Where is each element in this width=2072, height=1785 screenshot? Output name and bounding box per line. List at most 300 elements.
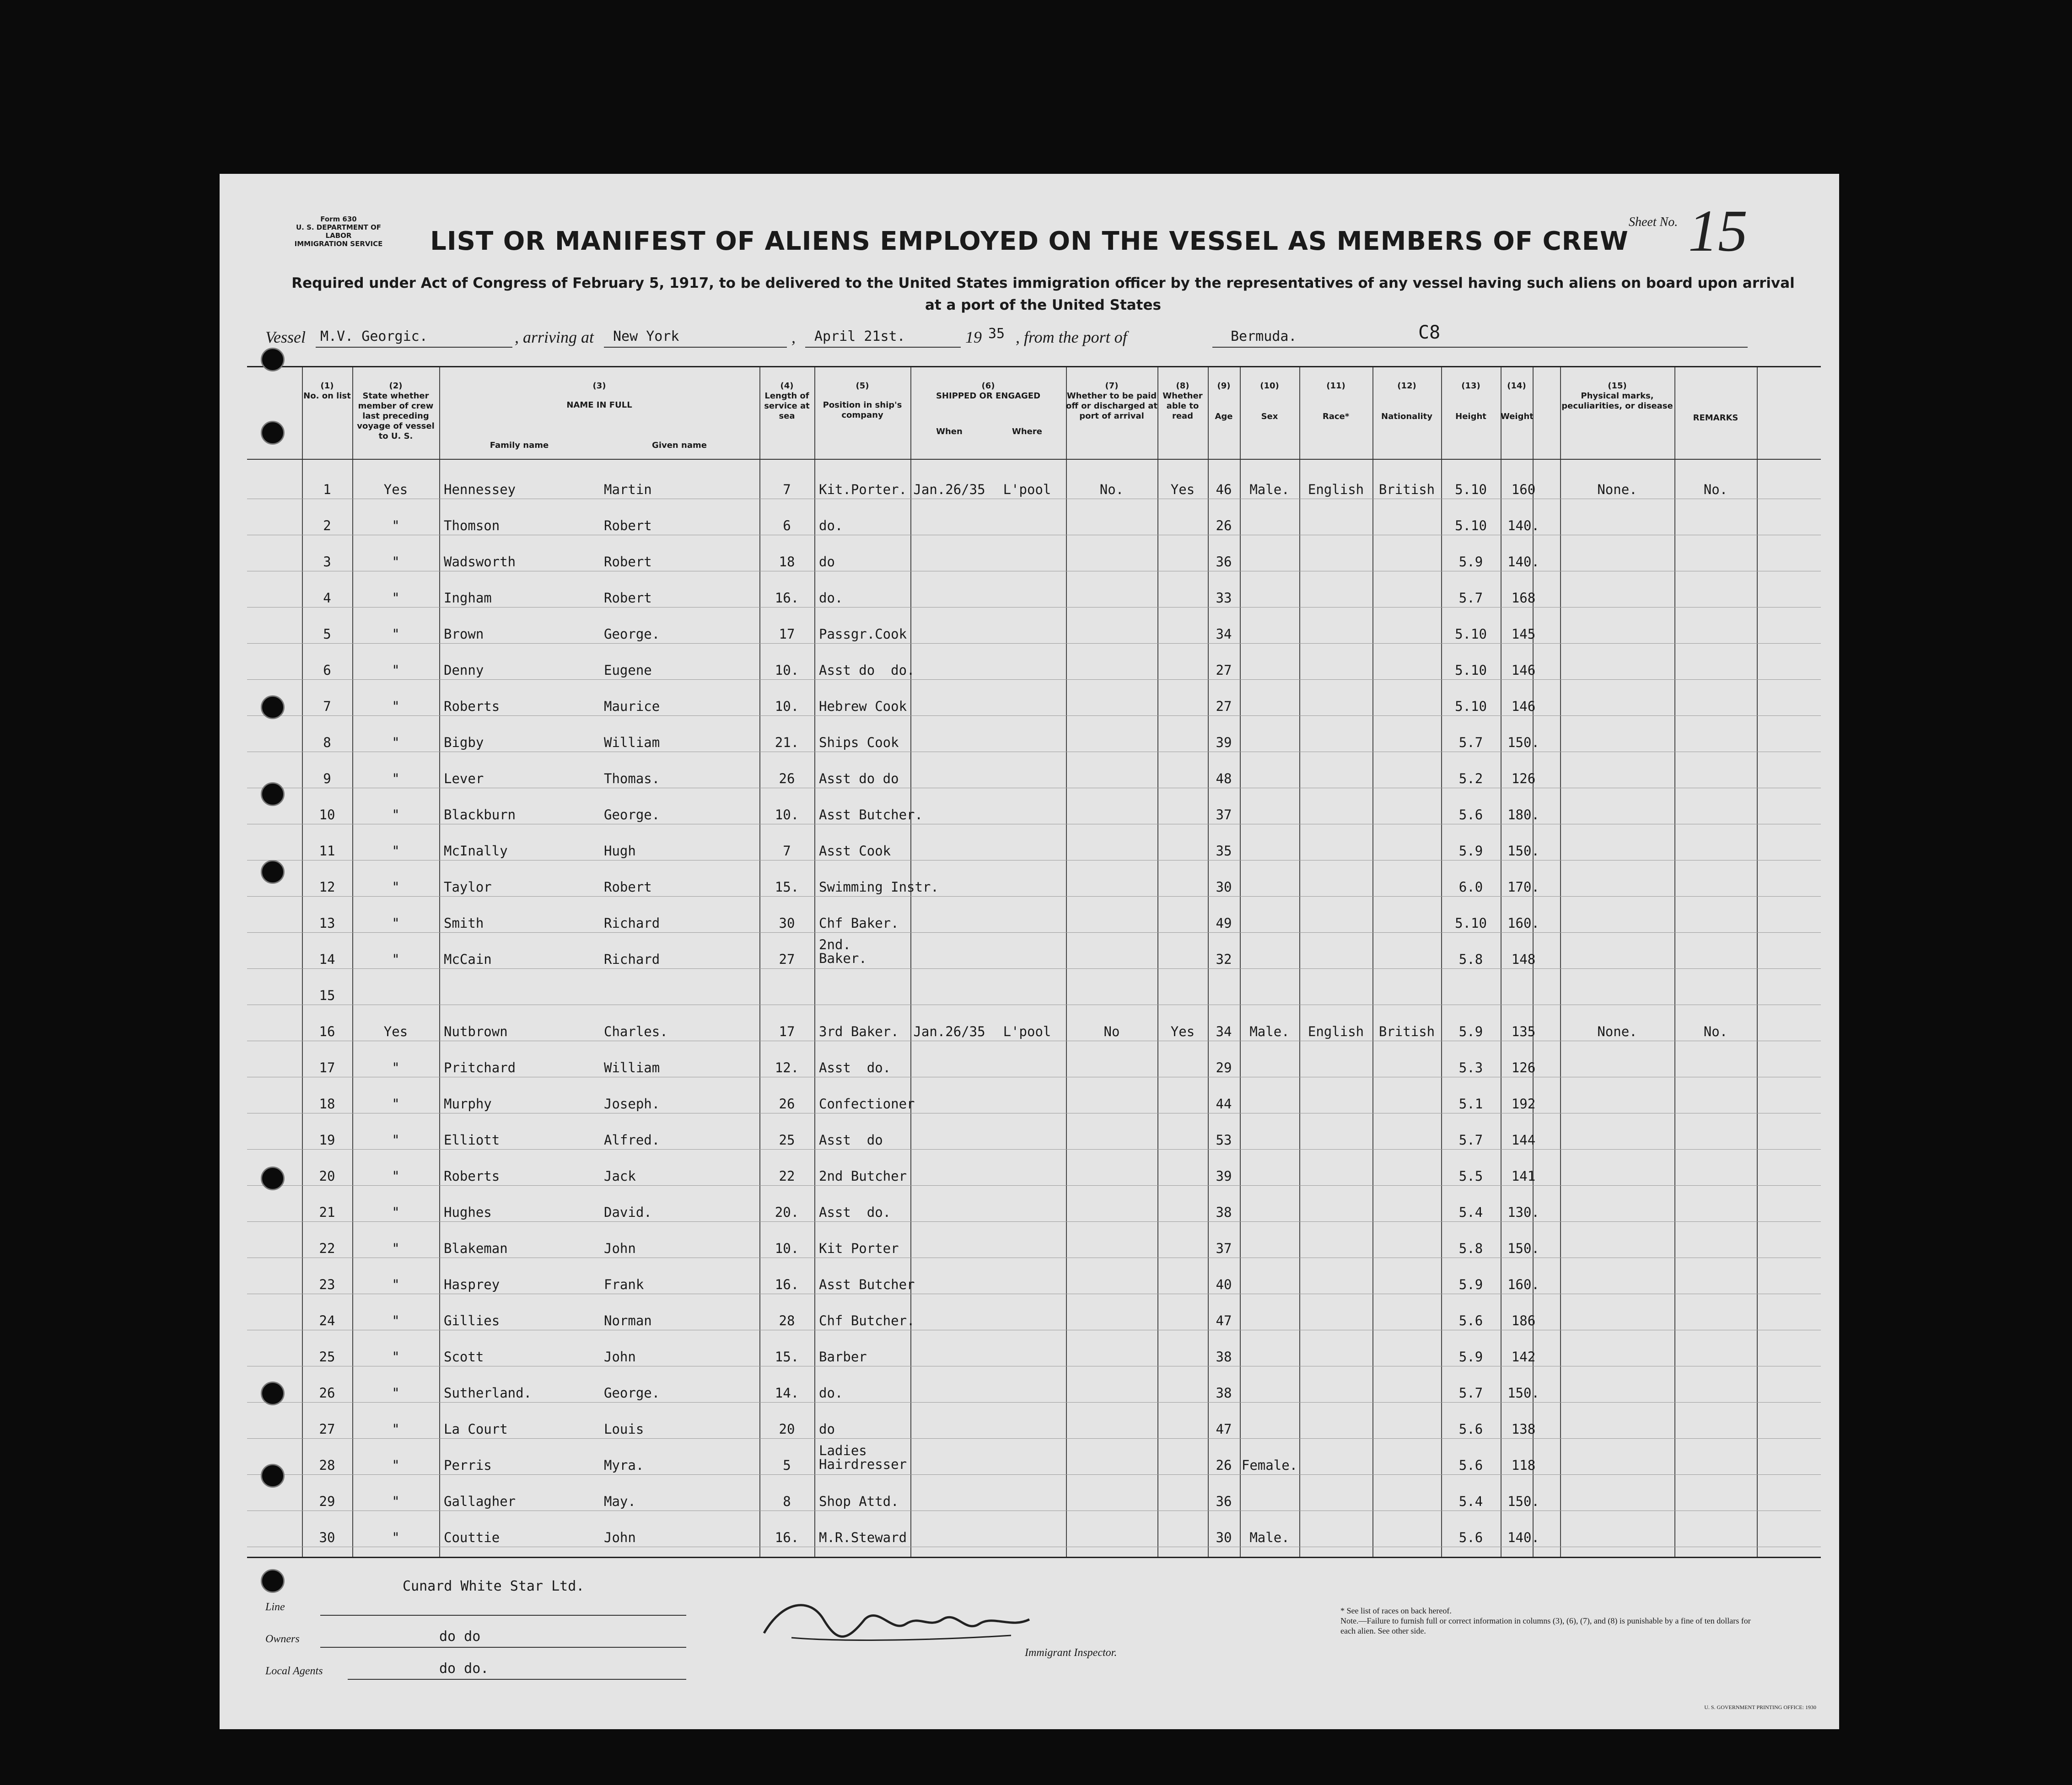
cell-service: 15. bbox=[775, 1349, 799, 1365]
cell-weight: 192 bbox=[1511, 1096, 1536, 1112]
cell-age: 37 bbox=[1216, 807, 1232, 823]
table-row bbox=[247, 572, 1821, 608]
cell-height: 5.8 bbox=[1458, 1241, 1483, 1256]
cell-no: 14 bbox=[319, 952, 335, 967]
cell-race: English bbox=[1308, 1024, 1364, 1039]
header-where: Where bbox=[1012, 427, 1042, 436]
cell-given: John bbox=[604, 1349, 636, 1365]
cell-height: 5.7 bbox=[1458, 1385, 1483, 1401]
cell-height: 5.9 bbox=[1458, 1349, 1483, 1365]
header-weight: (14) Weight bbox=[1501, 381, 1534, 421]
cell-age: 38 bbox=[1216, 1349, 1232, 1365]
cell-paid: No. bbox=[1099, 482, 1124, 497]
cell-given: Robert bbox=[604, 554, 652, 570]
cell-no: 1 bbox=[323, 482, 331, 497]
header-no: (1) No. on list bbox=[303, 381, 351, 401]
cell-position: Barber bbox=[819, 1349, 867, 1365]
table-row bbox=[247, 1042, 1821, 1077]
cell-height: 5.9 bbox=[1458, 843, 1483, 859]
cell-height: 5.10 bbox=[1455, 626, 1487, 642]
cell-family: Lever bbox=[444, 771, 484, 786]
cell-height: 5.3 bbox=[1458, 1060, 1483, 1075]
cell-prev: " bbox=[392, 807, 400, 823]
cell-prev: " bbox=[392, 518, 400, 533]
cell-service: 18 bbox=[779, 554, 795, 570]
cell-service: 8 bbox=[783, 1494, 791, 1509]
table-row bbox=[247, 825, 1821, 860]
table-row bbox=[247, 933, 1821, 969]
header-shipped: (6) SHIPPED OR ENGAGED bbox=[936, 381, 1041, 401]
cell-prev: " bbox=[392, 771, 400, 786]
service-name: IMMIGRATION SERVICE bbox=[294, 240, 383, 248]
cell-height: 5.6 bbox=[1458, 1530, 1483, 1545]
cell-family: Elliott bbox=[444, 1132, 500, 1148]
cell-family: Thomson bbox=[444, 518, 500, 533]
cell-family: Bigby bbox=[444, 735, 484, 750]
cell-given: Alfred. bbox=[604, 1132, 660, 1148]
table-row bbox=[247, 969, 1821, 1005]
cell-prev: " bbox=[392, 843, 400, 859]
local-agents-value: do do. bbox=[439, 1661, 489, 1677]
cell-no: 20 bbox=[319, 1168, 335, 1184]
cell-family: Blakeman bbox=[444, 1241, 508, 1256]
cell-service: 12. bbox=[775, 1060, 799, 1075]
cell-given: Jack bbox=[604, 1168, 636, 1184]
cell-weight: 150. bbox=[1507, 1241, 1539, 1256]
cell-no: 19 bbox=[319, 1132, 335, 1148]
table-row bbox=[247, 608, 1821, 644]
cell-service: 10. bbox=[775, 807, 799, 823]
cell-given: Maurice bbox=[604, 699, 660, 714]
cell-sex: Male. bbox=[1249, 1024, 1290, 1039]
table-row bbox=[247, 536, 1821, 571]
cell-weight: 150. bbox=[1507, 1494, 1539, 1509]
cell-weight: 168 bbox=[1511, 590, 1536, 606]
cell-height: 5.6 bbox=[1458, 1457, 1483, 1473]
cell-service: 26 bbox=[779, 771, 795, 786]
cell-position: Asst do bbox=[819, 1132, 883, 1148]
binder-hole bbox=[261, 421, 285, 445]
cell-weight: 140. bbox=[1507, 1530, 1539, 1545]
footer bbox=[265, 1578, 1775, 1697]
cell-prev: " bbox=[392, 1204, 400, 1220]
cell-position: Confectioner bbox=[819, 1096, 915, 1112]
cell-weight: 150. bbox=[1507, 735, 1539, 750]
cell-weight: 144 bbox=[1511, 1132, 1536, 1148]
from-port: Bermuda. bbox=[1231, 328, 1297, 344]
cell-family: Hughes bbox=[444, 1204, 492, 1220]
cell-service: 7 bbox=[783, 843, 791, 859]
cell-service: 14. bbox=[775, 1385, 799, 1401]
cell-prev: " bbox=[392, 735, 400, 750]
cell-remarks: No. bbox=[1703, 1024, 1728, 1039]
cell-age: 29 bbox=[1216, 1060, 1232, 1075]
cell-prev: " bbox=[392, 699, 400, 714]
header-race: (11) Race* bbox=[1322, 381, 1350, 421]
cell-height: 5.6 bbox=[1458, 1421, 1483, 1437]
cell-height: 5.10 bbox=[1455, 915, 1487, 931]
cell-prev: " bbox=[392, 1349, 400, 1365]
cell-age: 27 bbox=[1216, 699, 1232, 714]
cell-nationality: British bbox=[1378, 1024, 1435, 1039]
cell-weight: 170. bbox=[1507, 879, 1539, 895]
cell-read: Yes bbox=[1170, 482, 1195, 497]
cell-given: Eugene bbox=[604, 662, 652, 678]
table-row bbox=[247, 1150, 1821, 1186]
cell-height: 5.6 bbox=[1458, 807, 1483, 823]
handwritten-note: C8 bbox=[1418, 322, 1441, 343]
cell-weight: 146 bbox=[1511, 662, 1536, 678]
cell-family: Gillies bbox=[444, 1313, 500, 1328]
cell-position: Asst Cook bbox=[819, 843, 891, 859]
cell-family: Scott bbox=[444, 1349, 484, 1365]
cell-prev: " bbox=[392, 626, 400, 642]
header-position: (5) Position in ship's company bbox=[823, 381, 902, 420]
cell-service: 16. bbox=[775, 1277, 799, 1292]
cell-position: Kit Porter bbox=[819, 1241, 899, 1256]
cell-weight: 145 bbox=[1511, 626, 1536, 642]
cell-prev: " bbox=[392, 1530, 400, 1545]
cell-weight: 160 bbox=[1511, 482, 1536, 497]
cell-given: George. bbox=[604, 1385, 660, 1401]
cell-race: English bbox=[1308, 482, 1364, 497]
header-name: (3) NAME IN FULL bbox=[566, 381, 632, 410]
cell-position: Asst do do. bbox=[819, 662, 915, 678]
table-row bbox=[247, 1511, 1821, 1547]
cell-no: 18 bbox=[319, 1096, 335, 1112]
cell-age: 47 bbox=[1216, 1421, 1232, 1437]
header-physical-marks: (15) Physical marks, peculiarities, or disease bbox=[1561, 381, 1673, 411]
cell-weight: 135 bbox=[1511, 1024, 1536, 1039]
binder-hole bbox=[261, 1464, 285, 1488]
cell-given: John bbox=[604, 1241, 636, 1256]
department-name: U. S. DEPARTMENT OF LABOR bbox=[296, 223, 382, 240]
cell-height: 5.4 bbox=[1458, 1204, 1483, 1220]
cell-height: 5.10 bbox=[1455, 518, 1487, 533]
binder-hole bbox=[261, 782, 285, 806]
cell-prev: " bbox=[392, 1277, 400, 1292]
cell-prev: " bbox=[392, 1457, 400, 1473]
cell-weight: 148 bbox=[1511, 952, 1536, 967]
year-suffix: 35 bbox=[988, 326, 1005, 342]
table-row bbox=[247, 1114, 1821, 1150]
cell-prev: " bbox=[392, 1494, 400, 1509]
cell-position: Ships Cook bbox=[819, 735, 899, 750]
cell-given: Charles. bbox=[604, 1024, 668, 1039]
owners-value: do do bbox=[439, 1629, 481, 1645]
cell-sex: Female. bbox=[1241, 1457, 1298, 1473]
cell-height: 5.9 bbox=[1458, 1024, 1483, 1039]
cell-position: do. bbox=[819, 518, 843, 533]
cell-given: David. bbox=[604, 1204, 652, 1220]
cell-family: Hasprey bbox=[444, 1277, 500, 1292]
cell-height: 5.5 bbox=[1458, 1168, 1483, 1184]
races-note: * See list of races on back hereof. bbox=[1340, 1606, 1452, 1615]
cell-sex: Male. bbox=[1249, 1530, 1290, 1545]
manifest-sheet bbox=[220, 174, 1839, 1729]
cell-height: 5.2 bbox=[1458, 771, 1483, 786]
cell-service: 20 bbox=[779, 1421, 795, 1437]
cell-weight: 126 bbox=[1511, 1060, 1536, 1075]
cell-family: Smith bbox=[444, 915, 484, 931]
cell-age: 36 bbox=[1216, 554, 1232, 570]
cell-position: Chf Baker. bbox=[819, 915, 899, 931]
cell-given: May. bbox=[604, 1494, 636, 1509]
cell-family: Blackburn bbox=[444, 807, 516, 823]
cell-family: Nutbrown bbox=[444, 1024, 508, 1039]
cell-position: Asst do. bbox=[819, 1060, 891, 1075]
cell-family: Wadsworth bbox=[444, 554, 516, 570]
header-able-to-read: (8) Whether able to read bbox=[1162, 381, 1203, 421]
cell-age: 44 bbox=[1216, 1096, 1232, 1112]
arriving-port: New York bbox=[613, 328, 679, 344]
cell-no: 16 bbox=[319, 1024, 335, 1039]
cell-prev: " bbox=[392, 1241, 400, 1256]
table-row bbox=[247, 753, 1821, 788]
cell-height: 5.7 bbox=[1458, 1132, 1483, 1148]
cell-position: Kit.Porter. bbox=[819, 482, 907, 497]
cell-prev: " bbox=[392, 1132, 400, 1148]
cell-age: 30 bbox=[1216, 1530, 1232, 1545]
inspector-label: Immigrant Inspector. bbox=[1025, 1647, 1117, 1659]
cell-height: 5.6 bbox=[1458, 1313, 1483, 1328]
header-previous-voyage: (2) State whether member of crew last preceding voyage of vessel to U. S. bbox=[357, 381, 435, 441]
cell-where: L'pool bbox=[1003, 1024, 1051, 1039]
table-row bbox=[247, 1367, 1821, 1403]
line-label: Line bbox=[265, 1601, 285, 1613]
cell-position: do. bbox=[819, 590, 843, 606]
cell-service: 28 bbox=[779, 1313, 795, 1328]
cell-given: Robert bbox=[604, 590, 652, 606]
cell-prev: " bbox=[392, 1421, 400, 1437]
cell-prev: " bbox=[392, 662, 400, 678]
table-row bbox=[247, 680, 1821, 716]
cell-given: Martin bbox=[604, 482, 652, 497]
binder-hole bbox=[261, 1382, 285, 1405]
cell-no: 15 bbox=[319, 988, 335, 1003]
cell-position: Shop Attd. bbox=[819, 1494, 899, 1509]
from-port-label: , from the port of bbox=[1016, 328, 1127, 346]
cell-weight: 150. bbox=[1507, 843, 1539, 859]
year-prefix: 19 bbox=[965, 328, 982, 346]
cell-weight: 118 bbox=[1511, 1457, 1536, 1473]
cell-weight: 150. bbox=[1507, 1385, 1539, 1401]
cell-service: 26 bbox=[779, 1096, 795, 1112]
cell-service: 20. bbox=[775, 1204, 799, 1220]
cell-family: Denny bbox=[444, 662, 484, 678]
cell-height: 5.10 bbox=[1455, 699, 1487, 714]
cell-given: Richard bbox=[604, 915, 660, 931]
cell-prev: " bbox=[392, 554, 400, 570]
cell-height: 5.7 bbox=[1458, 735, 1483, 750]
binder-hole bbox=[261, 1167, 285, 1190]
cell-paid: No bbox=[1103, 1024, 1120, 1039]
cell-age: 39 bbox=[1216, 735, 1232, 750]
vessel-name: M.V. Georgic. bbox=[320, 328, 428, 344]
cell-no: 21 bbox=[319, 1204, 335, 1220]
cell-no: 5 bbox=[323, 626, 331, 642]
cell-age: 38 bbox=[1216, 1385, 1232, 1401]
cell-family: Ingham bbox=[444, 590, 492, 606]
table-row bbox=[247, 1295, 1821, 1330]
cell-given: Joseph. bbox=[604, 1096, 660, 1112]
cell-no: 28 bbox=[319, 1457, 335, 1473]
cell-weight: 186 bbox=[1511, 1313, 1536, 1328]
cell-nationality: British bbox=[1378, 482, 1435, 497]
table-row bbox=[247, 1475, 1821, 1511]
cell-age: 34 bbox=[1216, 1024, 1232, 1039]
local-agents-label: Local Agents bbox=[265, 1665, 323, 1677]
cell-position: Hebrew Cook bbox=[819, 699, 907, 714]
cell-service: 30 bbox=[779, 915, 795, 931]
cell-family: McInally bbox=[444, 843, 508, 859]
cell-prev: " bbox=[392, 590, 400, 606]
cell-no: 17 bbox=[319, 1060, 335, 1075]
cell-prev: " bbox=[392, 879, 400, 895]
cell-family: Gallagher bbox=[444, 1494, 516, 1509]
fine-note: Note.—Failure to furnish full or correct information in columns (3), (6), (7), and (8) is punishable by a fine of ten dollars for each alien. See other side. bbox=[1340, 1616, 1751, 1635]
cell-weight: 146 bbox=[1511, 699, 1536, 714]
cell-family: Roberts bbox=[444, 699, 500, 714]
table-row bbox=[247, 1186, 1821, 1222]
cell-height: 5.9 bbox=[1458, 554, 1483, 570]
cell-given: John bbox=[604, 1530, 636, 1545]
cell-no: 2 bbox=[323, 518, 331, 533]
cell-age: 39 bbox=[1216, 1168, 1232, 1184]
cell-position: Swimming Instr. bbox=[819, 879, 939, 895]
table-row bbox=[247, 716, 1821, 752]
page-subtitle: Required under Act of Congress of February 5, 1917, to be delivered to the United States immigration officer by the representatives of any vessel having such aliens on board upon arrival at a port of the United States bbox=[291, 275, 1795, 313]
cell-service: 27 bbox=[779, 952, 795, 967]
cell-family: Couttie bbox=[444, 1530, 500, 1545]
cell-position: do. bbox=[819, 1385, 843, 1401]
table-row bbox=[247, 463, 1821, 499]
cell-service: 17 bbox=[779, 626, 795, 642]
cell-age: 35 bbox=[1216, 843, 1232, 859]
cell-position: 2nd. Baker. bbox=[819, 937, 867, 966]
table-row bbox=[247, 1005, 1821, 1041]
cell-service: 25 bbox=[779, 1132, 795, 1148]
cell-prev: " bbox=[392, 1385, 400, 1401]
cell-age: 26 bbox=[1216, 1457, 1232, 1473]
binder-hole bbox=[261, 860, 285, 884]
cell-no: 29 bbox=[319, 1494, 335, 1509]
cell-prev: " bbox=[392, 1060, 400, 1075]
cell-height: 5.4 bbox=[1458, 1494, 1483, 1509]
binder-hole bbox=[261, 695, 285, 719]
cell-position: Asst do. bbox=[819, 1204, 891, 1220]
cell-service: 21. bbox=[775, 735, 799, 750]
cell-age: 36 bbox=[1216, 1494, 1232, 1509]
cell-age: 46 bbox=[1216, 482, 1232, 497]
cell-service: 5 bbox=[783, 1457, 791, 1473]
vessel-info: Vessel M.V. Georgic. , arriving at New York , April 21st. 19 35 , from the port of Bermuda. C8 bbox=[265, 325, 1775, 352]
cell-age: 40 bbox=[1216, 1277, 1232, 1292]
cell-height: 5.9 bbox=[1458, 1277, 1483, 1292]
table-row bbox=[247, 1078, 1821, 1113]
cell-marks: None. bbox=[1597, 1024, 1637, 1039]
cell-weight: 160. bbox=[1507, 1277, 1539, 1292]
cell-service: 16. bbox=[775, 1530, 799, 1545]
cell-where: L'pool bbox=[1003, 482, 1051, 497]
cell-when: Jan.26/35 bbox=[913, 482, 985, 497]
cell-family: McCain bbox=[444, 952, 492, 967]
cell-age: 33 bbox=[1216, 590, 1232, 606]
table-row bbox=[247, 897, 1821, 933]
cell-weight: 126 bbox=[1511, 771, 1536, 786]
cell-position: 3rd Baker. bbox=[819, 1024, 899, 1039]
form-number: Form 630 bbox=[320, 215, 357, 223]
cell-no: 25 bbox=[319, 1349, 335, 1365]
cell-age: 34 bbox=[1216, 626, 1232, 642]
cell-given: George. bbox=[604, 626, 660, 642]
cell-prev: " bbox=[392, 915, 400, 931]
cell-prev: Yes bbox=[383, 1024, 408, 1039]
header-when: When bbox=[936, 427, 963, 436]
cell-age: 30 bbox=[1216, 879, 1232, 895]
header-remarks: REMARKS bbox=[1693, 413, 1738, 423]
header-service: (4) Length of service at sea bbox=[764, 381, 810, 421]
cell-service: 10. bbox=[775, 1241, 799, 1256]
cell-given: William bbox=[604, 1060, 660, 1075]
cell-prev: " bbox=[392, 1168, 400, 1184]
cell-service: 17 bbox=[779, 1024, 795, 1039]
header-paid-off: (7) Whether to be paid off or discharged at port of arrival bbox=[1066, 381, 1157, 421]
cell-service: 10. bbox=[775, 662, 799, 678]
cell-age: 47 bbox=[1216, 1313, 1232, 1328]
cell-age: 49 bbox=[1216, 915, 1232, 931]
cell-given: Thomas. bbox=[604, 771, 660, 786]
cell-position: do bbox=[819, 1421, 835, 1437]
cell-position: do bbox=[819, 554, 835, 570]
cell-service: 7 bbox=[783, 482, 791, 497]
cell-service: 10. bbox=[775, 699, 799, 714]
page-title: LIST OR MANIFEST OF ALIENS EMPLOYED ON THE VESSEL AS MEMBERS OF CREW bbox=[430, 226, 1629, 256]
cell-given: William bbox=[604, 735, 660, 750]
cell-service: 15. bbox=[775, 879, 799, 895]
cell-prev: " bbox=[392, 952, 400, 967]
cell-age: 38 bbox=[1216, 1204, 1232, 1220]
table-row bbox=[247, 861, 1821, 897]
sheet-number: 15 bbox=[1688, 198, 1748, 264]
cell-weight: 140. bbox=[1507, 518, 1539, 533]
arriving-label: , arriving at bbox=[515, 328, 594, 346]
cell-family: Roberts bbox=[444, 1168, 500, 1184]
table-row bbox=[247, 1258, 1821, 1294]
cell-no: 10 bbox=[319, 807, 335, 823]
cell-given: Richard bbox=[604, 952, 660, 967]
cell-age: 26 bbox=[1216, 518, 1232, 533]
company-name: Cunard White Star Ltd. bbox=[403, 1578, 585, 1594]
cell-given: Louis bbox=[604, 1421, 644, 1437]
sheet-number-label: Sheet No. bbox=[1629, 215, 1678, 229]
header-sex: (10) Sex bbox=[1260, 381, 1279, 421]
cell-height: 6.0 bbox=[1458, 879, 1483, 895]
cell-family: Perris bbox=[444, 1457, 492, 1473]
cell-prev: " bbox=[392, 1313, 400, 1328]
printer-imprint: U. S. GOVERNMENT PRINTING OFFICE: 1930 bbox=[1704, 1704, 1816, 1710]
crew-table bbox=[247, 366, 1821, 1558]
cell-no: 22 bbox=[319, 1241, 335, 1256]
cell-no: 23 bbox=[319, 1277, 335, 1292]
vessel-label: Vessel bbox=[265, 328, 306, 346]
header-given-name: Given name bbox=[652, 441, 707, 450]
cell-height: 5.10 bbox=[1455, 662, 1487, 678]
cell-age: 32 bbox=[1216, 952, 1232, 967]
cell-position: Asst Butcher bbox=[819, 1277, 915, 1292]
cell-no: 27 bbox=[319, 1421, 335, 1437]
header-family-name: Family name bbox=[490, 441, 549, 450]
